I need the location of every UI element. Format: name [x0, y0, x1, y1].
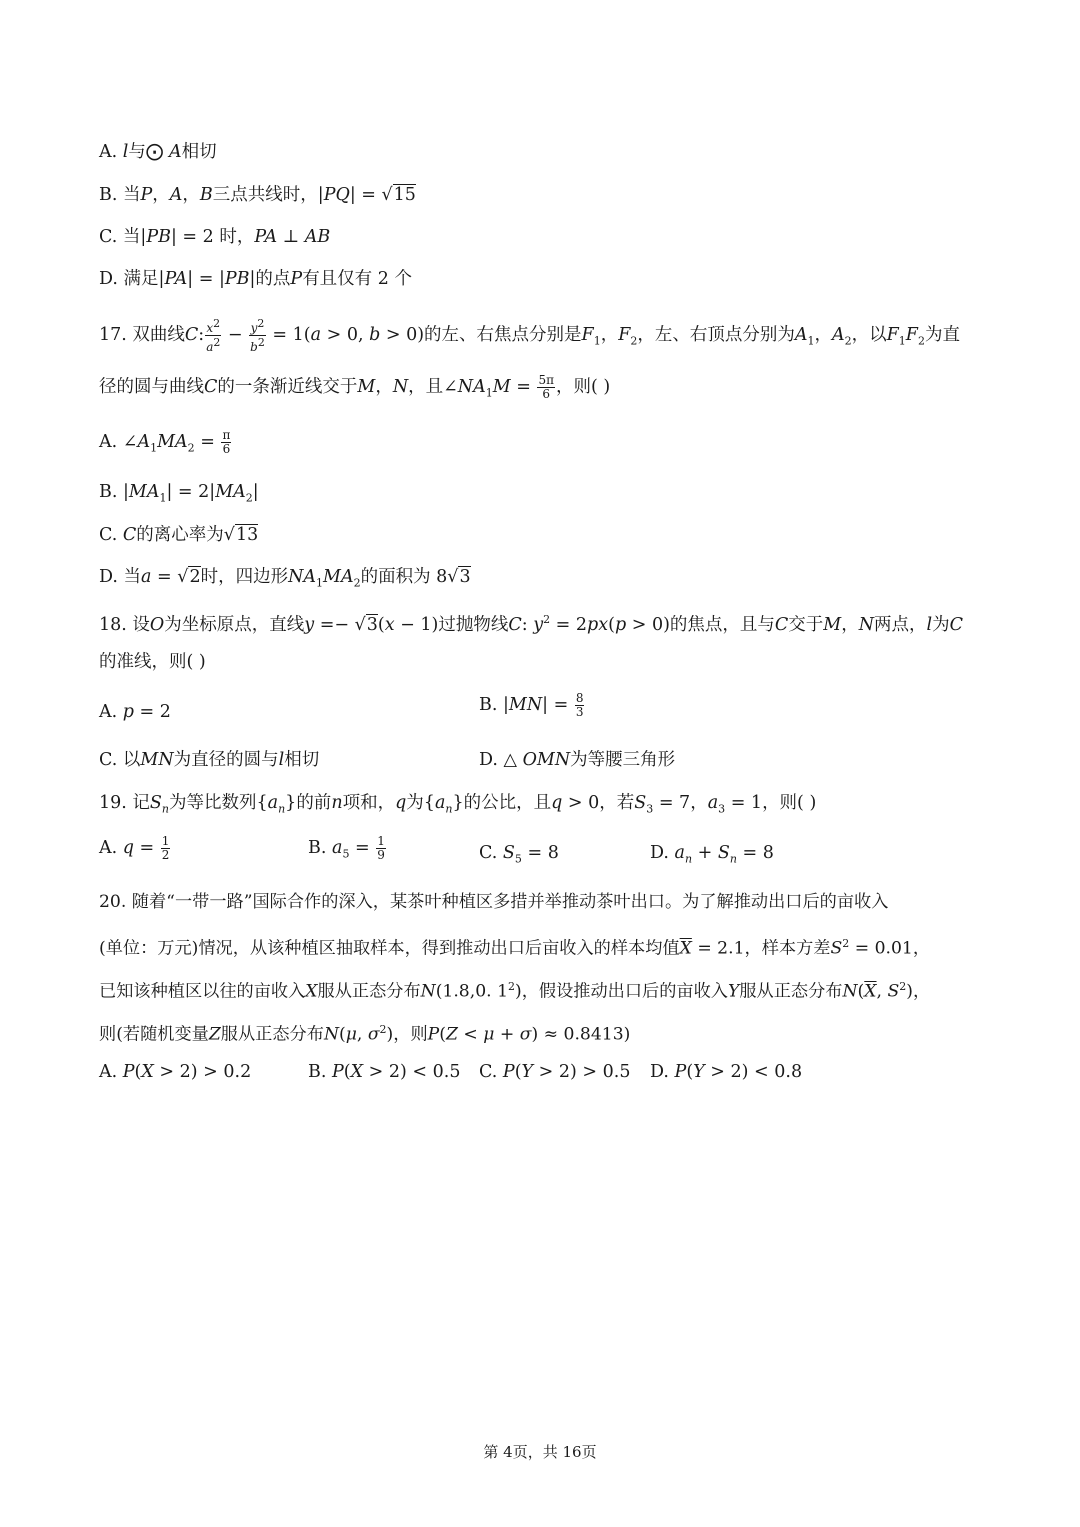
q20-option-d: D. P(Y > 2) < 0.8	[650, 1062, 803, 1082]
q17-stem-line1: 17. 双曲线C: $\frac{x^2}{a^2}$ − $\frac{y^2}{b^2}$ = 1(a > 0, b > 0)的左、右焦点分别是$F_1$，$F_2$，左、右顶点分别为$A_1$，$A_2$，以$F_1F_2$为直	[99, 317, 960, 354]
q18-option-c: C. 以MN为直径的圆与l相切	[99, 750, 320, 770]
q16-option-d: D. 满足|PA| = |PB|的点P有且仅有 2 个	[99, 269, 412, 289]
q20-stem-line1: 20. 随着“一带一路”国际合作的深入，某茶叶种植区多措并举推动茶叶出口。为了解推动出口后的亩收入	[99, 892, 889, 912]
q20-option-c: C. P(Y > 2) > 0.5	[479, 1062, 631, 1082]
q16-option-a: A. l与⨀ A相切	[99, 142, 217, 162]
q17-option-b: B. $|MA_1| = 2|MA_2|$	[99, 482, 259, 505]
q19-option-c: C. $S_5 = 8$	[479, 843, 559, 866]
q19-stem: 19. 记$S_n$为等比数列$\{a_n\}$的前n项和，q为$\{a_n\}$的公比，且q > 0，若$S_3 = 7$，$a_3 = 1$，则( )	[99, 793, 817, 816]
q19-option-d: D. $a_n + S_n = 8$	[650, 843, 774, 866]
q18-stem-line1: 18. 设O为坐标原点，直线y =− √3(x − 1)过抛物线C: $y^2 = 2px(p > 0)$的焦点，且与C交于M，N两点，l为C	[99, 613, 964, 635]
q16-option-c: C. 当|PB| = 2 时，PA ⊥ AB	[99, 227, 331, 247]
q17-stem-line2: 径的圆与曲线C的一条渐近线交于M，N，且$\angle NA_1M$ = $\frac{5\pi}{6}$ ，则( )	[99, 373, 611, 401]
q19-option-b: B. $a_5$ = $\frac{1}{9}$	[308, 834, 385, 862]
q20-option-b: B. P(X > 2) < 0.5	[308, 1062, 461, 1082]
q20-stem-line3: 已知该种植区以往的亩收入X服从正态分布N(1.8,0. $1^2$)，假设推动出口后的亩收入Y服从正态分布$N(\overline{X}$, $S^2$)，	[99, 980, 931, 1002]
q16-option-b: B. 当P，A，B三点共线时，|PQ| = √15	[99, 185, 416, 205]
q18-option-a: A. p = 2	[99, 702, 171, 722]
q18-option-d: D. △ OMN为等腰三角形	[479, 750, 676, 770]
page-footer: 第 4页，共 16页	[483, 1443, 597, 1461]
q19-option-a: A. q = $\frac{1}{2}$	[99, 834, 170, 862]
q17-option-a: A. $\angle A_1MA_2$ = $\frac{\pi}{6}$	[99, 428, 231, 456]
q17-option-d: D. 当a = √2时，四边形$NA_1MA_2$的面积为 8√3	[99, 567, 471, 590]
q18-stem-line2: 的准线，则( )	[99, 652, 206, 672]
q17-option-c: C. C的离心率为√13	[99, 525, 259, 545]
q20-stem-line2: (单位：万元)情况，从该种植区抽取样本，得到推动出口后亩收入的样本均值$\overline{X} = 2.1$，样本方差$S^2 = 0.01$，	[99, 937, 931, 959]
q18-option-b: B. |MN| = $\frac{8}{3}$	[479, 691, 584, 719]
q20-option-a: A. P(X > 2) > 0.2	[99, 1062, 252, 1082]
q20-stem-line4: 则(若随机变量Z服从正态分布N(μ, $\sigma^2$)，则P(Z < μ + σ) ≈ 0.8413)	[99, 1023, 631, 1045]
